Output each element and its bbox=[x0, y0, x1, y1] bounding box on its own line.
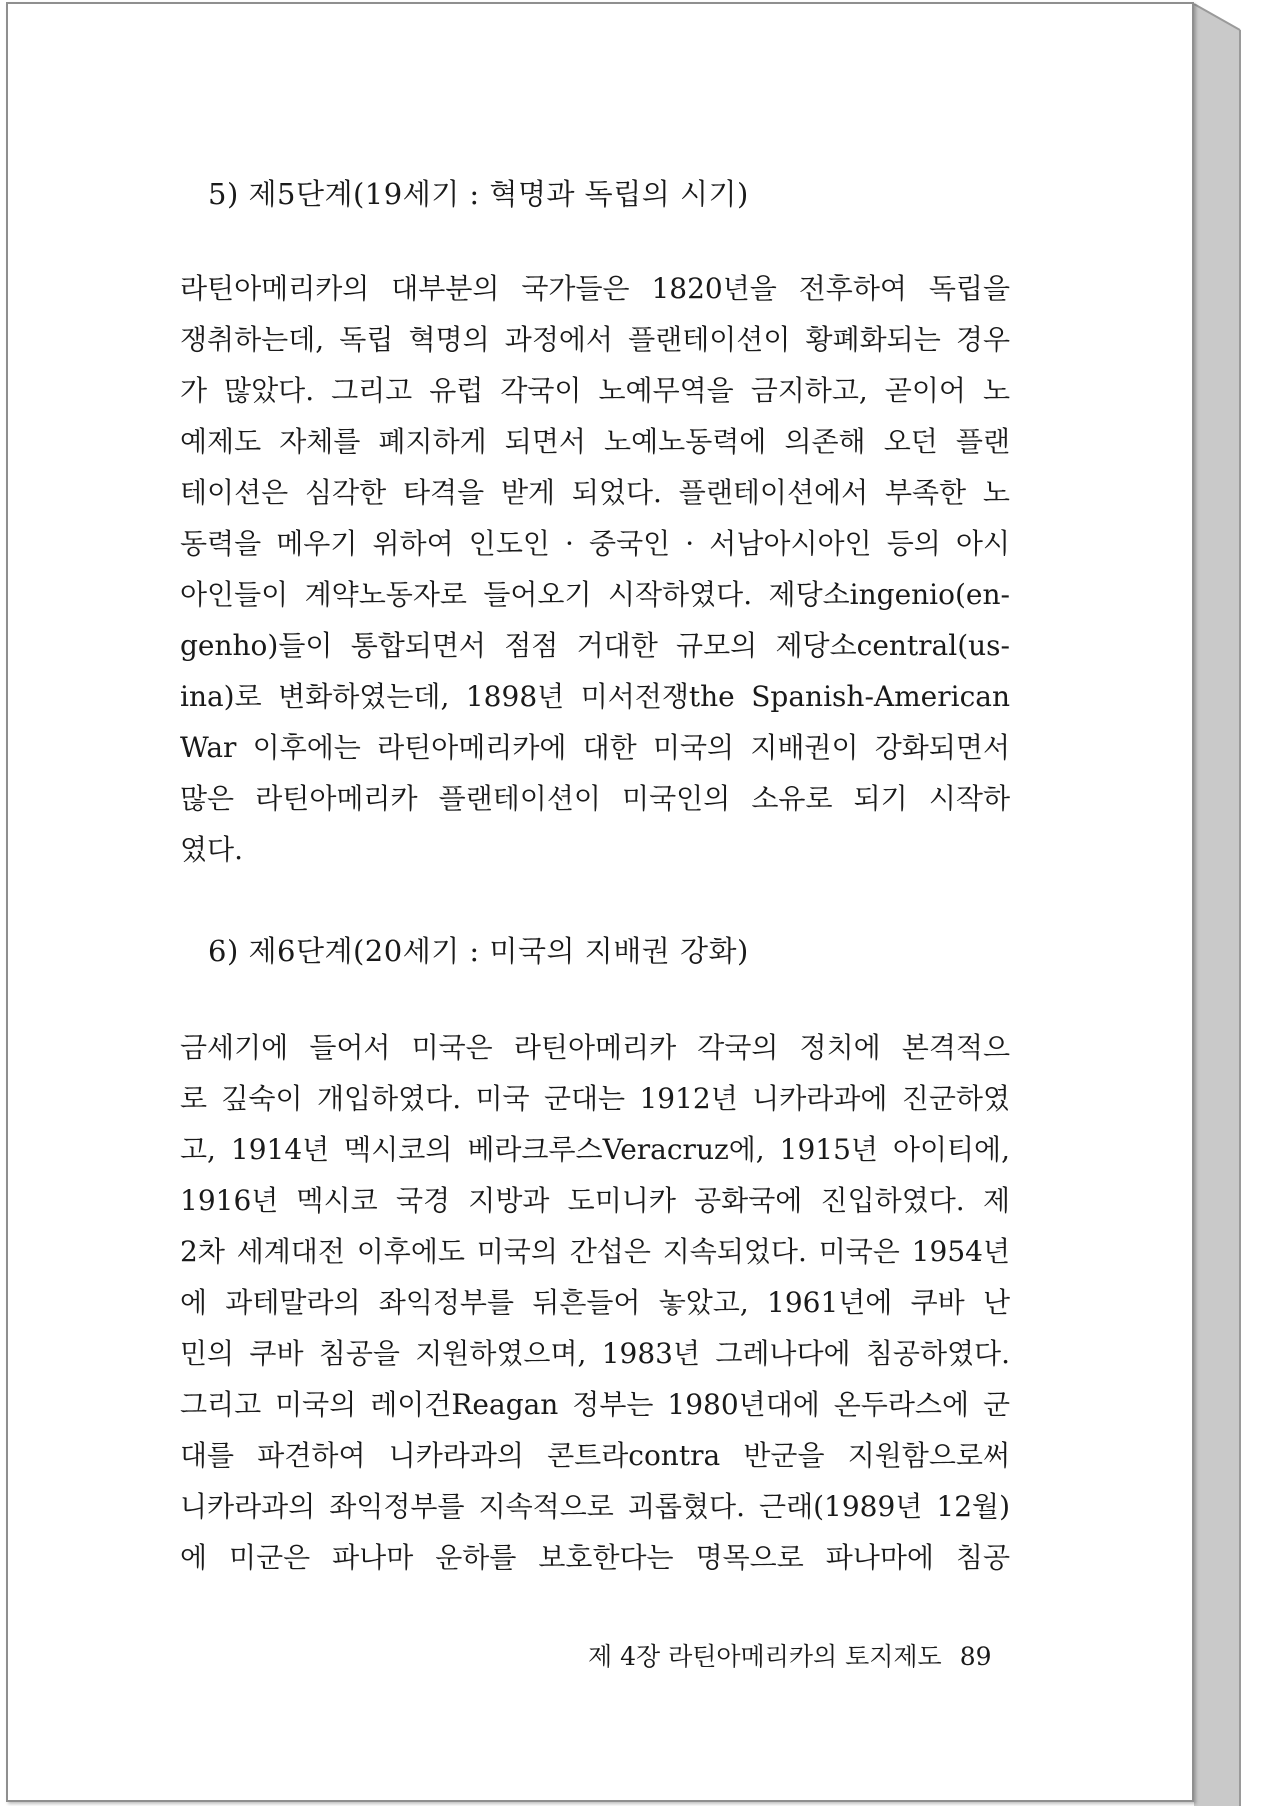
page-side-face bbox=[1194, 4, 1240, 1806]
paragraph-line: 동력을 메우기 위하여 인도인 · 중국인 · 서남아시아인 등의 아시 bbox=[180, 527, 1010, 560]
section-5-heading: 5) 제5단계(19세기 : 혁명과 독립의 시기) bbox=[208, 177, 749, 211]
paragraph-line: genho)들이 통합되면서 점점 거대한 규모의 제당소central(us- bbox=[180, 629, 1010, 662]
section-6-heading: 6) 제6단계(20세기 : 미국의 지배권 강화) bbox=[208, 934, 749, 968]
paragraph-line: 민의 쿠바 침공을 지원하였으며, 1983년 그레나다에 침공하였다. bbox=[180, 1337, 1010, 1370]
paragraph-line: 1916년 멕시코 국경 지방과 도미니카 공화국에 진입하였다. 제 bbox=[180, 1184, 1010, 1217]
paragraph-line: 그리고 미국의 레이건Reagan 정부는 1980년대에 온두라스에 군 bbox=[180, 1388, 1010, 1421]
chapter-title: 제 4장 라틴아메리카의 토지제도 bbox=[588, 1642, 942, 1671]
paragraph-line: 아인들이 계약노동자로 들어오기 시작하였다. 제당소ingenio(en- bbox=[180, 578, 1010, 611]
paragraph-line: ina)로 변화하였는데, 1898년 미서전쟁the Spanish-American bbox=[180, 680, 1010, 713]
paragraph-line: 라틴아메리카의 대부분의 국가들은 1820년을 전후하여 독립을 bbox=[180, 272, 1010, 305]
paragraph-line: 였다. bbox=[180, 833, 243, 866]
paragraph-line: 로 깊숙이 개입하였다. 미국 군대는 1912년 니카라과에 진군하였 bbox=[180, 1082, 1010, 1115]
paragraph-line: 많은 라틴아메리카 플랜테이션이 미국인의 소유로 되기 시작하 bbox=[180, 782, 1010, 815]
paragraph-line: 고, 1914년 멕시코의 베라크루스Veracruz에, 1915년 아이티에, bbox=[180, 1133, 1010, 1166]
paragraph-line: 테이션은 심각한 타격을 받게 되었다. 플랜테이션에서 부족한 노 bbox=[180, 476, 1010, 509]
page-number: 89 bbox=[959, 1642, 992, 1671]
paragraph-line: 가 많았다. 그리고 유럽 각국이 노예무역을 금지하고, 곧이어 노 bbox=[180, 374, 1010, 407]
paragraph-line: 금세기에 들어서 미국은 라틴아메리카 각국의 정치에 본격적으 bbox=[180, 1031, 1010, 1064]
paragraph-line: 대를 파견하여 니카라과의 콘트라contra 반군을 지원함으로써 bbox=[180, 1439, 1010, 1472]
paragraph-line: 에 미군은 파나마 운하를 보호한다는 명목으로 파나마에 침공 bbox=[180, 1541, 1010, 1574]
paragraph-line: 에 과테말라의 좌익정부를 뒤흔들어 놓았고, 1961년에 쿠바 난 bbox=[180, 1286, 1010, 1319]
paragraph-line: 예제도 자체를 폐지하게 되면서 노예노동력에 의존해 오던 플랜 bbox=[180, 425, 1010, 458]
paragraph-line: War 이후에는 라틴아메리카에 대한 미국의 지배권이 강화되면서 bbox=[180, 731, 1010, 764]
running-footer bbox=[588, 1637, 992, 1673]
paragraph-line: 2차 세계대전 이후에도 미국의 간섭은 지속되었다. 미국은 1954년 bbox=[180, 1235, 1010, 1268]
paragraph-line: 니카라과의 좌익정부를 지속적으로 괴롭혔다. 근래(1989년 12월) bbox=[180, 1490, 1010, 1523]
paragraph-line: 쟁취하는데, 독립 혁명의 과정에서 플랜테이션이 황폐화되는 경우 bbox=[180, 323, 1010, 356]
book-page bbox=[6, 2, 1194, 1802]
